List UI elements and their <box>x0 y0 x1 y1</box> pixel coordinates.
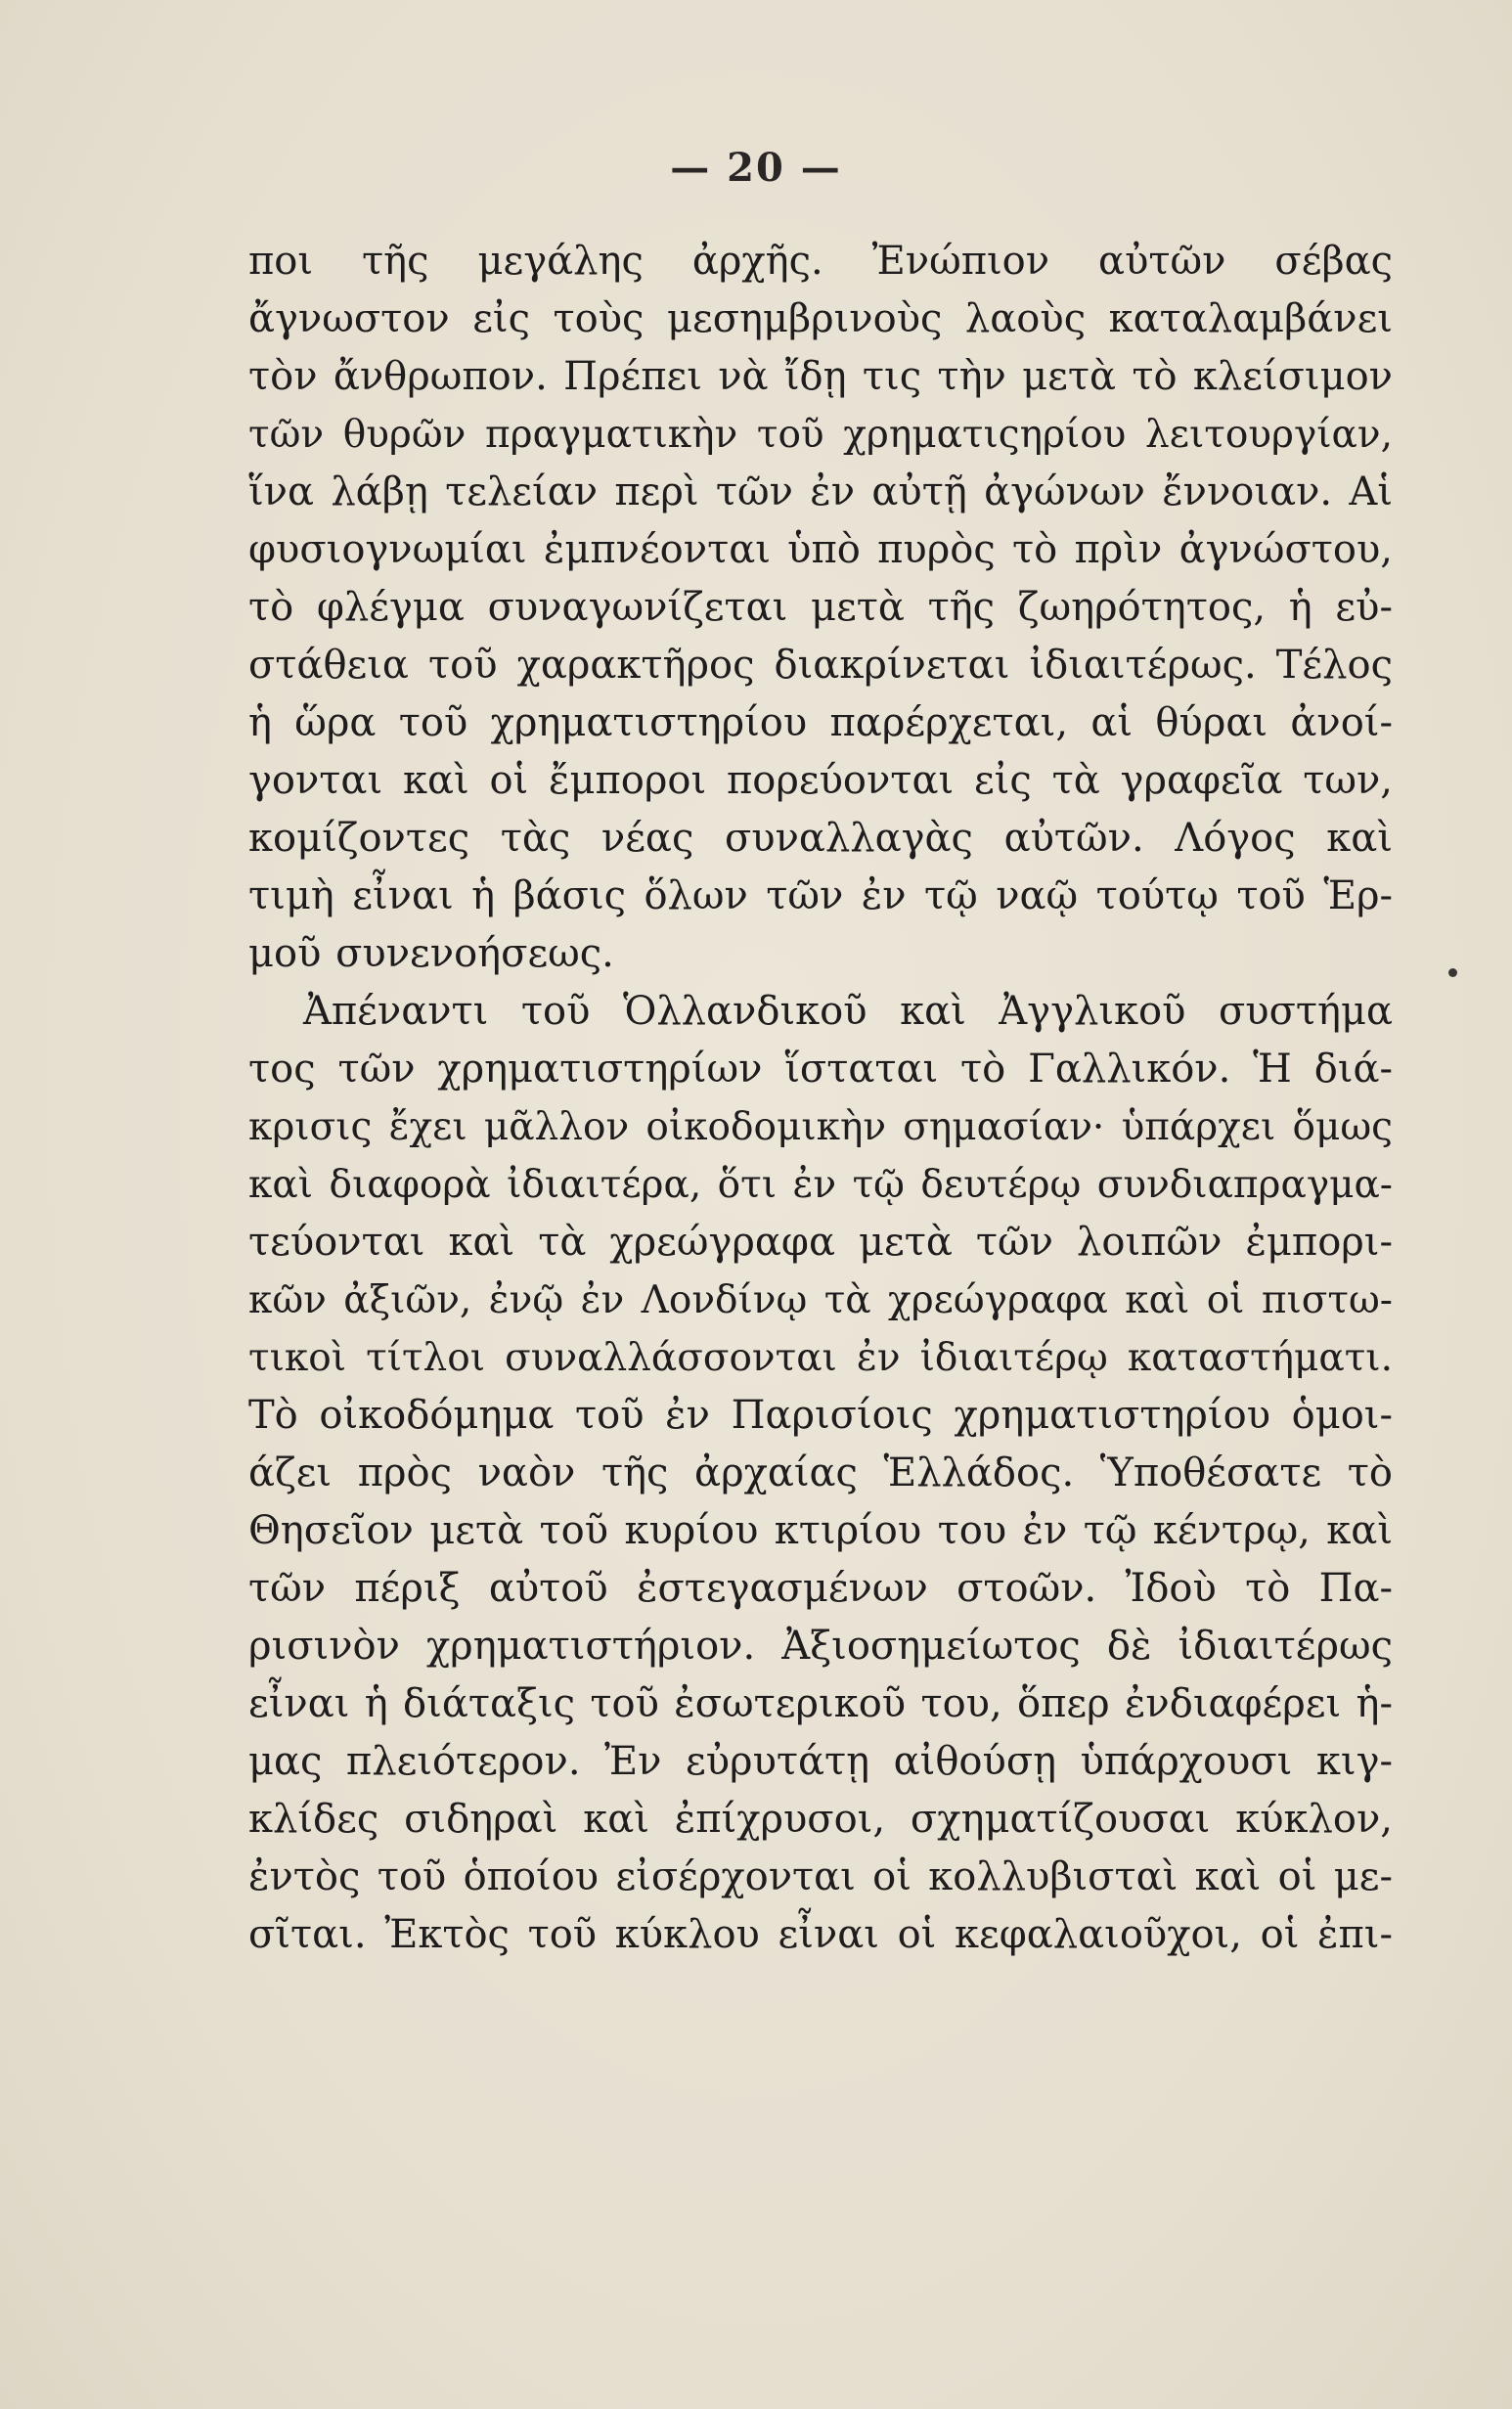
text-line: ἐντὸς τοῦ ὁποίου εἰσέρχονται οἱ κολλυβισταὶ καὶ οἱ με- <box>248 1854 1393 1899</box>
text-line: ρισινὸν χρηματιστήριον. Ἀξιοσημείωτος δὲ ἰδιαιτέρως <box>248 1624 1393 1669</box>
text-line: κομίζοντες τὰς νέας συναλλαγὰς αὐτῶν. Λόγος καὶ <box>248 816 1393 861</box>
text-line: τος τῶν χρηματιστηρίων ἵσταται τὸ Γαλλικόν. Ἡ διά- <box>248 1047 1393 1092</box>
text-line: τὸν ἄνθρωπον. Πρέπει νὰ ἴδῃ τις τὴν μετὰ τὸ κλείσιμον <box>248 354 1393 399</box>
text-line: μας πλειότερον. Ἐν εὐρυτάτῃ αἰθούσῃ ὑπάρχουσι κιγ- <box>248 1739 1393 1784</box>
text-line: τικοὶ τίτλοι συναλλάσσονται ἐν ἰδιαιτέρῳ καταστήματι. <box>248 1336 1393 1380</box>
text-line: σῖται. Ἐκτὸς τοῦ κύκλου εἶναι οἱ κεφαλαιοῦχοι, οἱ ἐπι- <box>248 1912 1393 1957</box>
text-line: στάθεια τοῦ χαρακτῆρος διακρίνεται ἰδιαιτέρως. Τέλος <box>248 643 1393 688</box>
text-line: ἵνα λάβῃ τελείαν περὶ τῶν ἐν αὐτῇ ἀγώνων ἔννοιαν. Αἱ <box>248 469 1393 514</box>
text-line: εἶναι ἡ διάταξις τοῦ ἐσωτερικοῦ του, ὅπερ ἐνδιαφέρει ἡ- <box>248 1681 1393 1726</box>
text-line: τὸ φλέγμα συναγωνίζεται μετὰ τῆς ζωηρότητος, ἡ εὐ- <box>248 585 1393 630</box>
text-line: τεύονται καὶ τὰ χρεώγραφα μετὰ τῶν λοιπῶν ἐμπορι- <box>248 1220 1393 1265</box>
text-line: τιμὴ εἶναι ἡ βάσις ὅλων τῶν ἐν τῷ ναῷ τούτῳ τοῦ Ἑρ- <box>248 873 1393 918</box>
text-line: άζει πρὸς ναὸν τῆς ἀρχαίας Ἑλλάδος. Ὑποθέσατε τὸ <box>248 1450 1393 1495</box>
text-line: γονται καὶ οἱ ἔμποροι πορεύονται εἰς τὰ γραφεῖα των, <box>248 758 1393 803</box>
text-line: τῶν θυρῶν πραγματικὴν τοῦ χρηματιςηρίου λειτουργίαν, <box>248 413 1393 457</box>
body-text <box>248 233 1393 1964</box>
paragraph-end-line: μοῦ συνενοήσεως. <box>248 931 614 976</box>
text-line: κῶν ἀξιῶν, ἐνῷ ἐν Λονδίνῳ τὰ χρεώγραφα καὶ οἱ πιστω- <box>248 1278 1393 1322</box>
text-line: κρισις ἔχει μᾶλλον οἰκοδομικὴν σημασίαν· ὑπάρχει ὅμως <box>248 1105 1393 1149</box>
text-line: κλίδες σιδηραὶ καὶ ἐπίχρυσοι, σχηματίζουσαι κύκλον, <box>248 1797 1393 1842</box>
text-line: ἄγνωστον εἰς τοὺς μεσημβρινοὺς λαοὺς καταλαμβάνει <box>248 296 1393 341</box>
text-line: καὶ διαφορὰ ἰδιαιτέρα, ὅτι ἐν τῷ δευτέρῳ συνδιαπραγμα- <box>248 1163 1393 1207</box>
text-line: ποι τῆς μεγάλης ἀρχῆς. Ἐνώπιον αὐτῶν σέβας <box>248 239 1393 284</box>
page-number: — 20 — <box>670 145 842 191</box>
text-line: φυσιογνωμίαι ἐμπνέονται ὑπὸ πυρὸς τὸ πρὶν ἀγνώστου, <box>248 527 1393 572</box>
text-line: Τὸ οἰκοδόμημα τοῦ ἐν Παρισίοις χρηματιστηρίου ὁμοι- <box>248 1393 1393 1438</box>
paragraph-start-line: Ἀπέναντι τοῦ Ὁλλανδικοῦ καὶ Ἀγγλικοῦ συστήμα <box>303 989 1393 1034</box>
text-line: ἡ ὥρα τοῦ χρηματιστηρίου παρέρχεται, αἱ θύραι ἀνοί- <box>248 700 1393 745</box>
ink-speck <box>1448 968 1457 977</box>
text-line: Θησεῖον μετὰ τοῦ κυρίου κτιρίου του ἐν τῷ κέντρῳ, καὶ <box>248 1508 1393 1553</box>
text-line: τῶν πέριξ αὐτοῦ ἐστεγασμένων στοῶν. Ἰδοὺ τὸ Πα- <box>248 1566 1393 1611</box>
